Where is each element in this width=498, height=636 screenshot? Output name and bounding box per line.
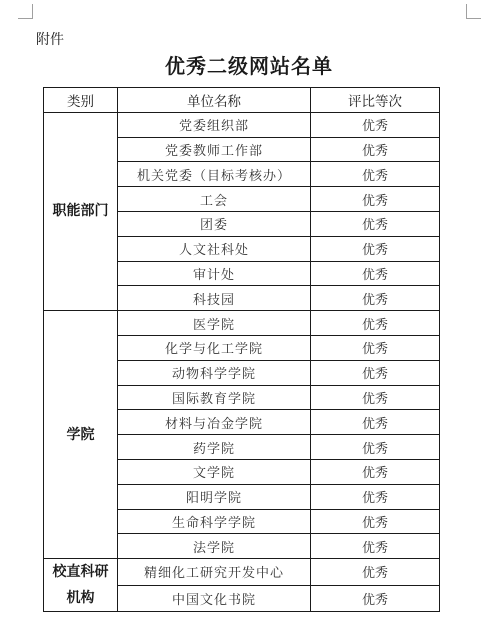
unit-name-cell: 审计处 bbox=[118, 261, 311, 286]
grade-cell: 优秀 bbox=[311, 286, 440, 311]
header-grade: 评比等次 bbox=[311, 88, 440, 113]
grade-cell: 优秀 bbox=[311, 435, 440, 460]
grade-cell: 优秀 bbox=[311, 137, 440, 162]
grade-cell: 优秀 bbox=[311, 311, 440, 336]
grade-cell: 优秀 bbox=[311, 360, 440, 385]
unit-name-cell: 文学院 bbox=[118, 459, 311, 484]
grade-cell: 优秀 bbox=[311, 459, 440, 484]
unit-name-cell: 动物科学学院 bbox=[118, 360, 311, 385]
unit-name-cell: 药学院 bbox=[118, 435, 311, 460]
category-label: 职能部门 bbox=[52, 203, 109, 220]
attachment-label: 附件 bbox=[36, 32, 64, 48]
category-label: 校直科研 bbox=[52, 564, 109, 581]
unit-name-cell: 化学与化工学院 bbox=[118, 335, 311, 360]
unit-name-cell: 阳明学院 bbox=[118, 484, 311, 509]
header-unit-name: 单位名称 bbox=[118, 88, 311, 113]
category-cell bbox=[44, 559, 118, 612]
unit-name-cell: 科技园 bbox=[118, 286, 311, 311]
unit-name-cell: 材料与冶金学院 bbox=[118, 410, 311, 435]
unit-name-cell: 精细化工研究开发中心 bbox=[118, 559, 311, 586]
grade-cell: 优秀 bbox=[311, 534, 440, 559]
unit-name-cell: 医学院 bbox=[118, 311, 311, 336]
document-title: 优秀二级网站名单 bbox=[165, 54, 333, 78]
grade-cell: 优秀 bbox=[311, 335, 440, 360]
category-cell bbox=[44, 112, 118, 310]
unit-name-cell: 国际教育学院 bbox=[118, 385, 311, 410]
page-corner-mark-right bbox=[466, 4, 481, 19]
unit-name-cell: 机关党委（目标考核办） bbox=[118, 162, 311, 187]
grade-cell: 优秀 bbox=[311, 261, 440, 286]
table-row bbox=[44, 112, 440, 137]
grade-cell: 优秀 bbox=[311, 484, 440, 509]
table-header-row bbox=[44, 88, 440, 113]
table-row bbox=[44, 559, 440, 586]
award-table bbox=[43, 87, 440, 612]
category-label: 学院 bbox=[66, 426, 95, 443]
page-corner-mark-left bbox=[18, 4, 33, 19]
unit-name-cell: 党委教师工作部 bbox=[118, 137, 311, 162]
grade-cell: 优秀 bbox=[311, 559, 440, 586]
category-cell bbox=[44, 311, 118, 559]
grade-cell: 优秀 bbox=[311, 162, 440, 187]
table-body bbox=[44, 112, 440, 611]
category-label: 机构 bbox=[66, 590, 95, 607]
grade-cell: 优秀 bbox=[311, 211, 440, 236]
grade-cell: 优秀 bbox=[311, 509, 440, 534]
unit-name-cell: 生命科学学院 bbox=[118, 509, 311, 534]
header-category: 类别 bbox=[44, 88, 118, 113]
table-row bbox=[44, 311, 440, 336]
unit-name-cell: 中国文化书院 bbox=[118, 585, 311, 612]
grade-cell: 优秀 bbox=[311, 585, 440, 612]
unit-name-cell: 工会 bbox=[118, 187, 311, 212]
unit-name-cell: 法学院 bbox=[118, 534, 311, 559]
grade-cell: 优秀 bbox=[311, 187, 440, 212]
unit-name-cell: 人文社科处 bbox=[118, 236, 311, 261]
unit-name-cell: 团委 bbox=[118, 211, 311, 236]
unit-name-cell: 党委组织部 bbox=[118, 112, 311, 137]
grade-cell: 优秀 bbox=[311, 410, 440, 435]
grade-cell: 优秀 bbox=[311, 385, 440, 410]
grade-cell: 优秀 bbox=[311, 112, 440, 137]
grade-cell: 优秀 bbox=[311, 236, 440, 261]
